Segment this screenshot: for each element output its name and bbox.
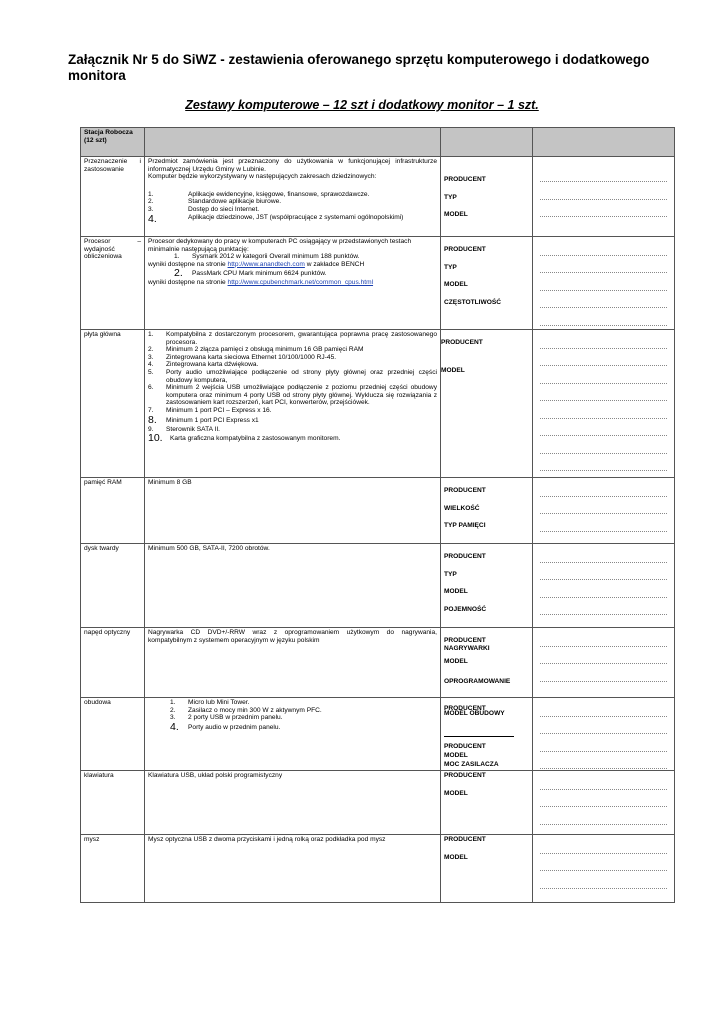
table-row-procesor xyxy=(81,237,675,330)
answer-line[interactable] xyxy=(540,545,667,563)
answer-line[interactable] xyxy=(540,238,667,256)
answer-lines xyxy=(533,478,675,544)
answer-line[interactable] xyxy=(540,200,667,218)
answer-lines xyxy=(533,237,675,330)
answer-line[interactable] xyxy=(540,273,667,291)
answer-line[interactable] xyxy=(540,291,667,309)
list-item: 9. Sterownik SATA II. xyxy=(148,425,220,433)
list-item: 5. Porty audio umożliwiające podłączenie od strony płyty głównej oraz przedniej części obudowy komputera, xyxy=(148,368,437,384)
document-title: Załącznik Nr 5 do SiWZ - zestawienia oferowanego sprzętu komputerowego i dodatkowego monitora xyxy=(68,52,650,83)
answer-line[interactable] xyxy=(540,331,667,349)
list-item: 2. PassMark CPU Mark minimum 6624 punktów. xyxy=(174,267,327,280)
row-description xyxy=(145,330,441,478)
answer-lines xyxy=(533,544,675,628)
row-description xyxy=(145,698,441,771)
row-category: mysz xyxy=(81,835,145,903)
field-labels: PRODUCENT MODEL xyxy=(441,330,533,478)
table-row-plyta xyxy=(81,330,675,478)
answer-line[interactable] xyxy=(540,734,667,752)
list-item: 7. Minimum 1 port PCI – Express x 16. xyxy=(148,406,272,414)
answer-line[interactable] xyxy=(540,772,667,790)
answer-line[interactable] xyxy=(540,790,667,808)
list-item: 1. Micro lub Mini Tower. xyxy=(170,699,250,706)
field-labels: PRODUCENT NAGRYWARKI MODEL OPROGRAMOWANIE xyxy=(441,628,533,698)
row-category: klawiatura xyxy=(81,771,145,835)
list-item: 1. Sysmark 2012 w kategorii Overall minimum 188 punktów. xyxy=(174,253,360,261)
answer-line[interactable] xyxy=(540,871,667,889)
answer-line[interactable] xyxy=(540,497,667,515)
answer-line[interactable] xyxy=(540,479,667,497)
answer-line[interactable] xyxy=(540,454,667,472)
answer-line[interactable] xyxy=(540,401,667,419)
anandtech-link[interactable]: http://www.anandtech.com xyxy=(227,260,305,268)
answer-lines xyxy=(533,771,675,835)
answer-line[interactable] xyxy=(540,836,667,854)
answer-line[interactable] xyxy=(540,699,667,717)
answer-line[interactable] xyxy=(540,664,667,682)
answer-line[interactable] xyxy=(540,436,667,454)
field-labels: PRODUCENT TYP MODEL POJEMNOŚĆ xyxy=(441,544,533,628)
answer-lines xyxy=(533,698,675,771)
row-category: napęd optyczny xyxy=(81,628,145,698)
row-category: Przeznaczenie i zastosowanie xyxy=(81,157,145,237)
answer-line[interactable] xyxy=(540,419,667,437)
list-item: 1. Aplikacje ewidencyjne, księgowe, finansowe, sprawozdawcze. xyxy=(148,190,370,198)
answer-line[interactable] xyxy=(540,308,667,326)
table-row-obudowa xyxy=(81,698,675,771)
row-description: Nagrywarka CD DVD+/-RRW wraz z oprogramowaniem użytkowym do nagrywania, kompatybilnym z systemem operacyjnym w języku polskim xyxy=(145,628,441,698)
list-item: 4. Zintegrowana karta dźwiękowa. xyxy=(148,361,259,369)
field-labels: PRODUCENT MODEL OBUDOWY PRODUCENT MODEL MOC ZASILACZA xyxy=(441,698,533,771)
row-description: Mysz optyczna USB z dwoma przyciskami i jedną rolką oraz podkładka pod mysz xyxy=(145,835,441,903)
table-row-przeznaczenie xyxy=(81,157,675,237)
list-item: 1. Kompatybilna z dostarczonym procesorem, gwarantująca poprawna pracę zastosowanego procesora. xyxy=(148,331,437,346)
list-item: 3. Dostęp do sieci Internet. xyxy=(148,205,260,213)
table-row-mysz xyxy=(81,835,675,903)
answer-line[interactable] xyxy=(540,598,667,616)
list-item: 10. Karta graficzna kompatybilna z zastosowanym monitorem. xyxy=(148,432,341,445)
table-row-dysk xyxy=(81,544,675,628)
list-item: 4. Aplikacje dziedzinowe, JST (współpracujące z systemami ogólnopolskimi) xyxy=(148,212,404,225)
answer-line[interactable] xyxy=(540,807,667,825)
field-labels: PRODUCENT TYP MODEL CZĘSTOTLIWOŚĆ xyxy=(441,237,533,330)
answer-line[interactable] xyxy=(540,366,667,384)
field-labels: PRODUCENT TYP MODEL xyxy=(441,157,533,237)
header-label: Stacja Robocza (12 szt) xyxy=(81,128,145,157)
list-item: 2. Minimum 2 złącza pamięci z obsługą minimum 16 GB pamięci RAM xyxy=(148,346,364,354)
answer-line[interactable] xyxy=(540,717,667,735)
answer-line[interactable] xyxy=(540,854,667,872)
cpubenchmark-link[interactable]: http://www.cpubenchmark.net/common_cpus.html xyxy=(227,279,374,287)
list-item: 8. Minimum 1 port PCI Express x1 xyxy=(148,413,259,426)
answer-lines xyxy=(533,157,675,237)
row-category: obudowa xyxy=(81,698,145,771)
table-header-row xyxy=(81,128,675,157)
answer-line[interactable] xyxy=(540,580,667,598)
row-description: Procesor dedykowany do pracy w komputerach PC osiągający w przedstawionych testach minimalnie następującą punktację: 1. Sysmark 2012 w kategorii Overall minimum 188 punktów. wyniki dostępne na stronie http://www.anandtech.com w zakładce BENCH 2. PassMark CPU Mark minimum 6624 punktów. wyniki dostępne na stronie http://www.cpubenchmark.net/common_cpus.html xyxy=(145,237,441,330)
list-item: 2. Standardowe aplikacje biurowe. xyxy=(148,198,282,206)
answer-line[interactable] xyxy=(540,514,667,532)
row-description: Minimum 500 GB, SATA-II, 7200 obrotów. xyxy=(145,544,441,628)
answer-line[interactable] xyxy=(540,629,667,647)
list-item: 2. Zasilacz o mocy min 300 W z aktywnym PFC. xyxy=(170,706,322,714)
document-subtitle: Zestawy komputerowe – 12 szt i dodatkowy monitor – 1 szt. xyxy=(185,98,539,112)
answer-lines xyxy=(533,330,675,478)
row-description: Przedmiot zamówienia jest przeznaczony do użytkowania w funkcjonującej infrastrukturze informatycznej Urzędu Gminy w Lubinie. Komputer będzie wykorzystywany w następujących zakresach dziedzinowych: 1. Aplikacje ewidencyjne, księgowe, finansowe, sprawozdawcze. 2. Standardowe aplikacje biurowe. 3. Dostęp do sieci Internet. 4. Aplikacje dziedzinowe, JST (współpracujące z systemami ogólnopolskimi) xyxy=(145,157,441,237)
answer-line[interactable] xyxy=(540,647,667,665)
field-labels: PRODUCENT WIELKOŚĆ TYP PAMIĘCI xyxy=(441,478,533,544)
answer-lines xyxy=(533,628,675,698)
answer-line[interactable] xyxy=(540,752,667,770)
answer-line[interactable] xyxy=(540,182,667,200)
answer-line[interactable] xyxy=(540,384,667,402)
row-category: dysk twardy xyxy=(81,544,145,628)
table-row-ram xyxy=(81,478,675,544)
list-item: 3. 2 porty USB w przednim panelu. xyxy=(170,714,283,722)
list-item: 6. Minimum 2 wejścia USB umożliwiające podłączenie z poziomu przedniej części obudowy komputera oraz minimum 4 porty USB od strony płyty głównej. Wyklucza się rozwiązania z zastosowaniem kart rozszerzeń, kart PCI, konwerterów, przejściówek. xyxy=(148,384,437,407)
table-row-naped xyxy=(81,628,675,698)
separator-line xyxy=(444,719,514,737)
specification-table xyxy=(80,127,675,903)
row-description: Minimum 8 GB xyxy=(145,478,441,544)
answer-lines xyxy=(533,835,675,903)
answer-line[interactable] xyxy=(540,563,667,581)
field-labels: PRODUCENT MODEL xyxy=(441,835,533,903)
row-description: Klawiatura USB, układ polski programistyczny xyxy=(145,771,441,835)
answer-line[interactable] xyxy=(540,349,667,367)
answer-line[interactable] xyxy=(540,158,667,182)
row-category: płyta główna xyxy=(81,330,145,478)
row-category: Procesor – wydajność obliczeniowa xyxy=(81,237,145,330)
table-row-klawiatura xyxy=(81,771,675,835)
answer-line[interactable] xyxy=(540,256,667,274)
field-labels: PRODUCENT MODEL xyxy=(441,771,533,835)
list-item: 4. Porty audio w przednim panelu. xyxy=(170,720,281,733)
row-category: pamięć RAM xyxy=(81,478,145,544)
list-item: 3. Zintegrowana karta sieciowa Ethernet 10/100/1000 RJ-45. xyxy=(148,353,337,361)
